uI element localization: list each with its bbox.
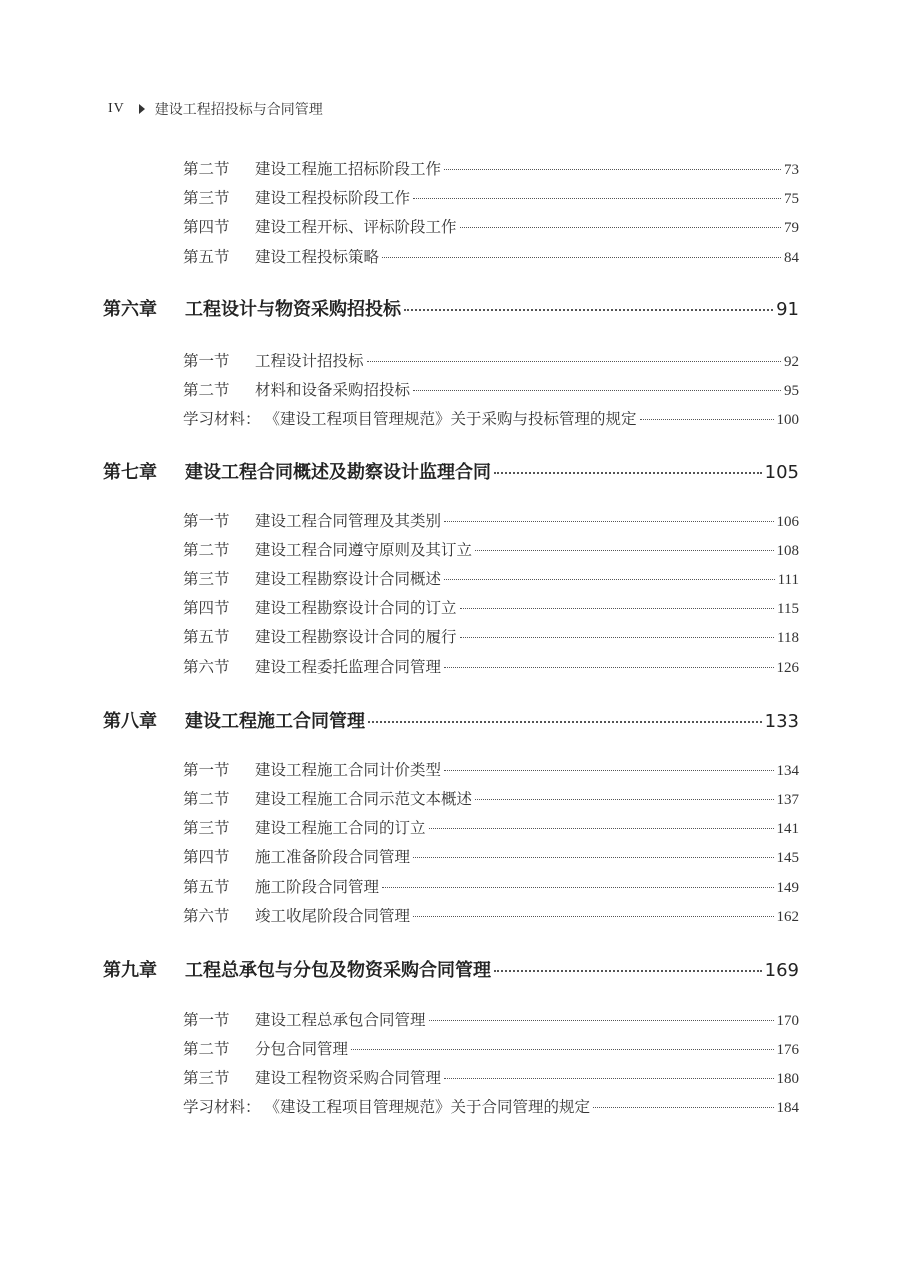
toc-chapter-entry <box>103 295 799 321</box>
entry-page-number: 79 <box>784 220 799 236</box>
entry-page-number: 184 <box>776 1100 799 1116</box>
entry-title: 建设工程勘察设计合同概述 <box>255 570 442 588</box>
book-title: 建设工程招投标与合同管理 <box>154 102 323 118</box>
entry-label: 第四节 <box>183 599 230 617</box>
toc-section-entry <box>183 758 799 780</box>
entry-label: 第五节 <box>183 878 230 896</box>
entry-label: 第四节 <box>183 218 230 236</box>
toc-section-entry <box>183 625 799 647</box>
entry-title: 施工阶段合同管理 <box>255 878 380 896</box>
leader-dots <box>413 390 781 391</box>
entry-label: 第二节 <box>183 381 230 399</box>
leader-dots <box>404 309 773 311</box>
toc-section-entry <box>183 1066 799 1088</box>
entry-page-number: 137 <box>776 792 799 808</box>
leader-dots <box>444 770 773 771</box>
entry-title: 建设工程勘察设计合同的履行 <box>255 628 457 646</box>
entry-label: 第二节 <box>183 790 230 808</box>
entry-label: 第一节 <box>183 1011 230 1029</box>
entry-title: 建设工程施工合同的订立 <box>255 819 426 837</box>
entry-page-number: 118 <box>777 630 799 646</box>
entry-label: 第二节 <box>183 160 230 178</box>
entry-page-number: 149 <box>776 880 799 896</box>
leader-dots <box>460 227 781 228</box>
toc-section-entry <box>183 538 799 560</box>
entry-title: 建设工程施工合同示范文本概述 <box>255 790 473 808</box>
leader-dots <box>460 608 775 609</box>
entry-label: 第九章 <box>103 960 157 981</box>
entry-page-number: 170 <box>776 1013 799 1029</box>
leader-dots <box>413 857 773 858</box>
leader-dots <box>367 361 781 362</box>
entry-title: 建设工程合同遵守原则及其订立 <box>255 541 473 559</box>
entry-page-number: 108 <box>776 543 799 559</box>
entry-page-number: 75 <box>784 191 799 207</box>
toc-section-entry <box>183 1037 799 1059</box>
leader-dots <box>475 799 773 800</box>
toc-section-entry <box>183 245 799 267</box>
leader-dots <box>494 472 762 474</box>
toc-section-entry <box>183 1008 799 1030</box>
entry-label: 学习材料： <box>183 410 261 428</box>
entry-title: 工程设计与物资采购招投标 <box>185 299 401 320</box>
leader-dots <box>382 257 781 258</box>
toc-section-entry <box>183 157 799 179</box>
entry-label: 第八章 <box>103 711 157 732</box>
entry-title: 建设工程总承包合同管理 <box>255 1011 426 1029</box>
entry-page-number: 141 <box>776 821 799 837</box>
toc-section-entry <box>183 378 799 400</box>
leader-dots <box>444 169 781 170</box>
entry-page-number: 115 <box>777 601 799 617</box>
entry-page-number: 133 <box>764 711 799 732</box>
entry-page-number: 162 <box>776 909 799 925</box>
entry-label: 第三节 <box>183 819 230 837</box>
entry-page-number: 84 <box>784 250 799 266</box>
entry-label: 第三节 <box>183 570 230 588</box>
entry-title: 建设工程合同概述及勘察设计监理合同 <box>185 462 491 483</box>
leader-dots <box>413 916 773 917</box>
entry-page-number: 180 <box>776 1071 799 1087</box>
entry-title: 工程总承包与分包及物资采购合同管理 <box>185 960 491 981</box>
entry-label: 第六章 <box>103 299 157 320</box>
leader-dots <box>368 721 762 723</box>
entry-page-number: 106 <box>776 514 799 530</box>
entry-page-number: 145 <box>776 850 799 866</box>
entry-label: 第一节 <box>183 512 230 530</box>
entry-label: 第六节 <box>183 907 230 925</box>
leader-dots <box>444 667 773 668</box>
entry-label: 学习材料： <box>183 1098 261 1116</box>
leader-dots <box>351 1049 773 1050</box>
toc-section-entry <box>183 186 799 208</box>
entry-title: 《建设工程项目管理规范》关于合同管理的规定 <box>264 1098 591 1116</box>
entry-page-number: 169 <box>764 960 799 981</box>
toc-section-entry <box>183 816 799 838</box>
entry-page-number: 111 <box>777 572 799 588</box>
entry-page-number: 105 <box>764 462 799 483</box>
toc-section-entry <box>183 349 799 371</box>
leader-dots <box>413 198 781 199</box>
entry-title: 建设工程投标阶段工作 <box>255 189 411 207</box>
toc-study-material-entry <box>183 407 799 429</box>
entry-page-number: 126 <box>776 660 799 676</box>
entry-title: 《建设工程项目管理规范》关于采购与投标管理的规定 <box>264 410 637 428</box>
leader-dots <box>444 579 775 580</box>
leader-dots <box>444 521 773 522</box>
toc-section-entry <box>183 845 799 867</box>
entry-title: 工程设计招投标 <box>255 352 364 370</box>
entry-title: 分包合同管理 <box>255 1040 349 1058</box>
entry-title: 建设工程施工招标阶段工作 <box>255 160 442 178</box>
entry-label: 第二节 <box>183 541 230 559</box>
entry-title: 建设工程勘察设计合同的订立 <box>255 599 457 617</box>
entry-page-number: 92 <box>784 354 799 370</box>
toc-section-entry <box>183 904 799 926</box>
entry-page-number: 73 <box>784 162 799 178</box>
entry-label: 第五节 <box>183 248 230 266</box>
entry-label: 第四节 <box>183 848 230 866</box>
leader-dots <box>460 637 775 638</box>
entry-label: 第一节 <box>183 761 230 779</box>
entry-label: 第五节 <box>183 628 230 646</box>
entry-page-number: 91 <box>776 299 799 320</box>
toc-section-entry <box>183 567 799 589</box>
leader-dots <box>382 887 773 888</box>
entry-label: 第七章 <box>103 462 157 483</box>
entry-title: 材料和设备采购招投标 <box>255 381 411 399</box>
leader-dots <box>593 1107 773 1108</box>
entry-title: 建设工程施工合同管理 <box>185 711 365 732</box>
leader-dots <box>429 1020 774 1021</box>
entry-page-number: 134 <box>776 763 799 779</box>
toc-section-entry <box>183 787 799 809</box>
toc-section-entry <box>183 509 799 531</box>
leader-dots <box>640 419 774 420</box>
toc-chapter-entry <box>103 707 799 733</box>
toc-section-entry <box>183 655 799 677</box>
entry-title: 建设工程投标策略 <box>255 248 380 266</box>
entry-label: 第三节 <box>183 189 230 207</box>
entry-title: 建设工程物资采购合同管理 <box>255 1069 442 1087</box>
entry-label: 第六节 <box>183 658 230 676</box>
leader-dots <box>444 1078 773 1079</box>
entry-page-number: 100 <box>776 412 799 428</box>
toc-section-entry <box>183 875 799 897</box>
toc-chapter-entry <box>103 458 799 484</box>
entry-label: 第二节 <box>183 1040 230 1058</box>
leader-dots <box>494 970 762 972</box>
toc-study-material-entry <box>183 1095 799 1117</box>
toc-chapter-entry <box>103 956 799 982</box>
entry-label: 第三节 <box>183 1069 230 1087</box>
toc-section-entry <box>183 215 799 237</box>
entry-label: 第一节 <box>183 352 230 370</box>
entry-title: 施工准备阶段合同管理 <box>255 848 411 866</box>
entry-title: 建设工程委托监理合同管理 <box>255 658 442 676</box>
leader-dots <box>429 828 774 829</box>
entry-title: 竣工收尾阶段合同管理 <box>255 907 411 925</box>
leader-dots <box>475 550 773 551</box>
entry-title: 建设工程合同管理及其类别 <box>255 512 442 530</box>
entry-page-number: 176 <box>776 1042 799 1058</box>
page-number-roman: IV <box>108 101 125 116</box>
entry-title: 建设工程施工合同计价类型 <box>255 761 442 779</box>
toc-section-entry <box>183 596 799 618</box>
entry-title: 建设工程开标、评标阶段工作 <box>255 218 457 236</box>
entry-page-number: 95 <box>784 383 799 399</box>
